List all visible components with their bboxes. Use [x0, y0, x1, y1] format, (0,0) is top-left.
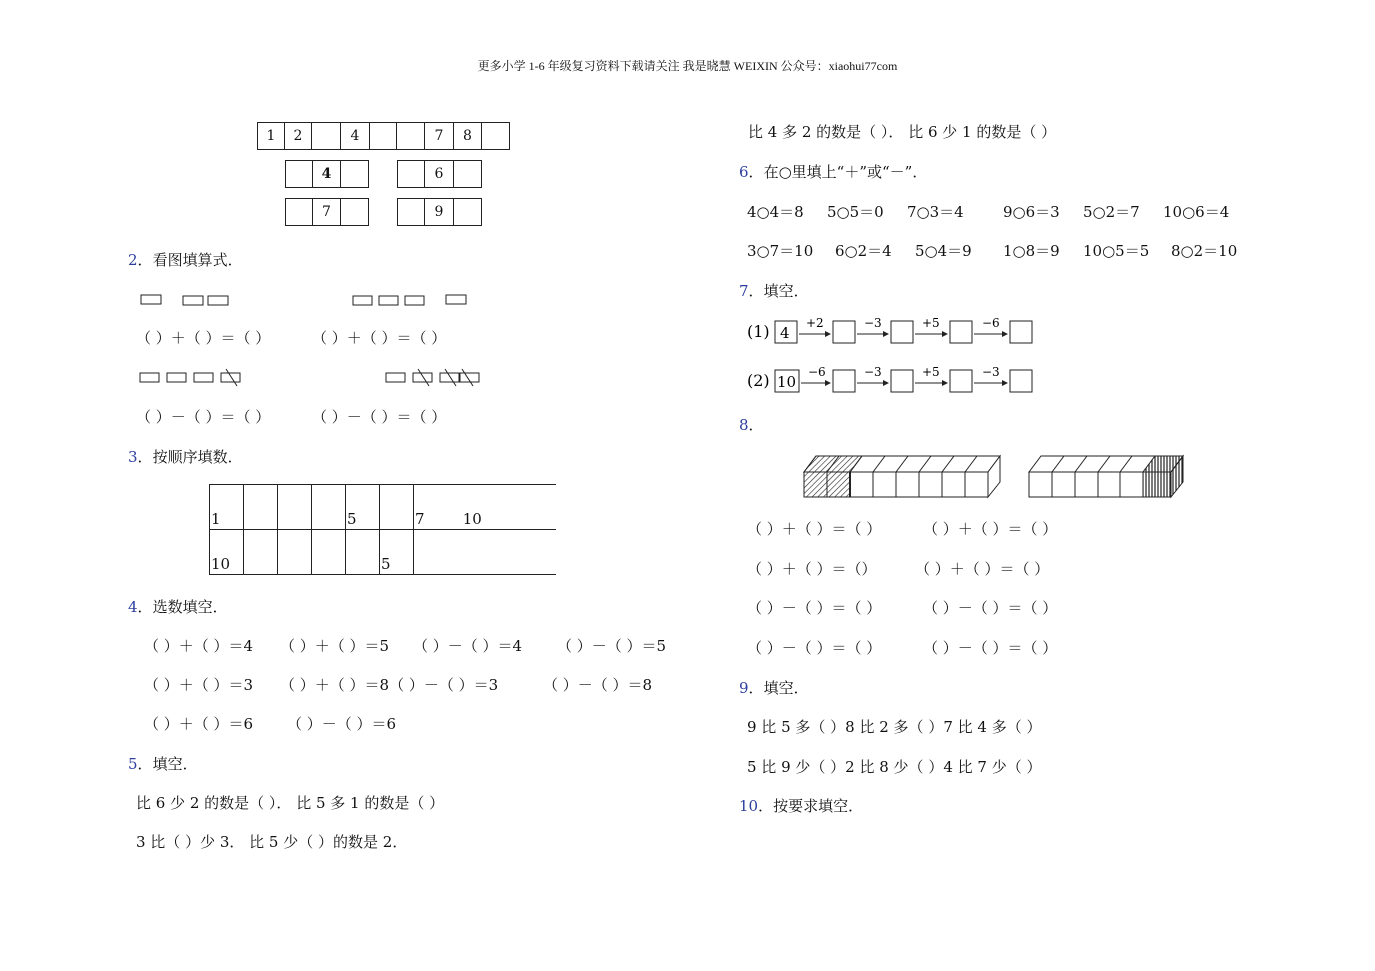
- chain-label: (2): [747, 371, 770, 390]
- equation-line: （ ）＋（ ）＝（ ）: [915, 560, 1050, 578]
- chain-op: −3: [982, 365, 1000, 379]
- question-number: 7: [739, 282, 749, 300]
- question-number: 8: [739, 416, 749, 434]
- chain-op: +5: [922, 316, 940, 330]
- answer-box: [833, 370, 855, 392]
- chain-op: −3: [864, 365, 882, 379]
- question-number: 4: [128, 598, 138, 616]
- equation-line: （ ）＋（ ）＝5: [280, 637, 390, 655]
- strip-cell: 8: [453, 122, 482, 150]
- chain-start: 10: [777, 373, 797, 391]
- question-number: 5: [128, 755, 138, 773]
- question-5-title: 5．填空．: [128, 755, 198, 773]
- sequence-cell: 7 10: [415, 510, 482, 528]
- equation-line: （ ）－（ ）＝（ ）: [923, 599, 1058, 617]
- answer-box: [833, 321, 855, 343]
- equation-line: 5○2＝7: [1083, 203, 1140, 221]
- box-cell: [397, 198, 425, 226]
- equation-line: 10○6＝4: [1163, 203, 1230, 221]
- answer-box: [1010, 370, 1032, 392]
- question-text: 填空．: [763, 679, 809, 697]
- question-2-title: 2．看图填算式．: [128, 251, 243, 269]
- equation-line: （ ）－（ ）＝（ ）: [747, 639, 882, 657]
- equation-line: （ ）－（ ）＝（ ）: [747, 599, 882, 617]
- question-9-title: 9．填空．: [739, 679, 809, 697]
- chain-op: −6: [982, 316, 1000, 330]
- equation-line: 5○4＝9: [915, 242, 972, 260]
- question-text: 按要求填空．: [773, 797, 864, 815]
- equation-line: （ ）－（ ）＝8: [543, 676, 653, 694]
- strip-cell: 7: [424, 122, 454, 150]
- crossed-rectangles-picture: [384, 368, 494, 388]
- equation-line: 7○3＝4: [907, 203, 964, 221]
- equation-line: （ ）－（ ）＝（ ）: [923, 639, 1058, 657]
- chain-op: −6: [808, 365, 826, 379]
- sequence-cell: 5: [347, 510, 357, 528]
- question-text: 填空．: [763, 282, 809, 300]
- fill-blank-line: 9 比 5 多（ ）8 比 2 多（ ）7 比 4 多（ ）: [747, 718, 1042, 736]
- arrow-chain-2: [744, 361, 1044, 401]
- sequence-cell: 10: [211, 555, 231, 573]
- sequence-cell: 1: [211, 510, 221, 528]
- strip-cell: 4: [340, 122, 370, 150]
- crossed-rectangles-picture: [138, 368, 248, 388]
- equation-line: 6○2＝4: [835, 242, 892, 260]
- question-8-title: 8．: [739, 416, 764, 434]
- box-cell: [453, 198, 482, 226]
- fill-blank-line: 3 比（ ）少 3． 比 5 少（ ）的数是 2．: [136, 833, 408, 851]
- question-text: 选数填空．: [152, 598, 228, 616]
- box-cell: [285, 160, 313, 188]
- box-cell: [397, 160, 425, 188]
- equation-line: （ ）＋（ ）＝3: [144, 676, 254, 694]
- box-cell: 4: [312, 160, 341, 188]
- equation-line: （ ）－（ ）＝5: [557, 637, 667, 655]
- equation-line: （ ）＋（ ）＝（ ）: [747, 520, 882, 538]
- equation-line: （ ）－（ ）＝6: [287, 715, 397, 733]
- chain-label: (1): [747, 322, 770, 341]
- question-number: 10: [739, 797, 759, 815]
- strip-cell: [369, 122, 397, 150]
- question-text: 看图填算式．: [152, 251, 243, 269]
- equation-line: （ ）＋（ ）＝（ ）: [136, 329, 271, 347]
- rectangles-picture: [352, 292, 472, 308]
- question-number: 2: [128, 251, 138, 269]
- answer-box: [950, 321, 972, 343]
- chain-op: −3: [864, 316, 882, 330]
- question-text: 在○里填上“＋”或“－”．: [763, 163, 928, 181]
- equation-line: 3○7＝10: [747, 242, 814, 260]
- strip-cell: 2: [284, 122, 312, 150]
- strip-cell: [481, 122, 510, 150]
- strip-cell: [396, 122, 425, 150]
- arrow-chain-1: [744, 312, 1044, 352]
- equation-line: （ ）－（ ）＝（ ）: [136, 408, 271, 426]
- equation-line: （ ）－（ ）＝（ ）: [312, 408, 447, 426]
- question-7-title: 7．填空．: [739, 282, 809, 300]
- question-6-title: 6．在○里填上“＋”或“－”．: [739, 163, 928, 181]
- strip-cell: 1: [257, 122, 285, 150]
- box-cell: [285, 198, 313, 226]
- equation-line: （ ）＋（ ）＝（ ）: [312, 329, 447, 347]
- equation-line: 4○4＝8: [747, 203, 804, 221]
- question-number: 3: [128, 448, 138, 466]
- box-cell: [340, 160, 369, 188]
- question-text: 填空．: [152, 755, 198, 773]
- equation-line: （ ）＋（ ）＝4: [144, 637, 254, 655]
- box-cell: 7: [312, 198, 341, 226]
- answer-box: [950, 370, 972, 392]
- page-header: 更多小学 1-6 年级复习资料下载请关注 我是晓慧 WEIXIN 公众号：xiaohui77com: [477, 59, 898, 73]
- box-cell: [340, 198, 369, 226]
- fill-blank-line: 5 比 9 少（ ）2 比 8 少（ ）4 比 7 少（ ）: [747, 758, 1042, 776]
- equation-line: 5○5＝0: [827, 203, 884, 221]
- cube-blocks-picture: [800, 452, 1190, 500]
- question-4-title: 4．选数填空．: [128, 598, 228, 616]
- equation-line: （ ）＋（ ）＝（）: [747, 560, 877, 578]
- answer-box: [891, 370, 913, 392]
- question-text: 按顺序填数．: [152, 448, 243, 466]
- answer-box: [891, 321, 913, 343]
- question-number: 6: [739, 163, 749, 181]
- equation-line: 9○6＝3: [1003, 203, 1060, 221]
- equation-line: 10○5＝5: [1083, 242, 1150, 260]
- box-cell: 6: [424, 160, 454, 188]
- question-3-title: 3．按顺序填数．: [128, 448, 243, 466]
- box-cell: 9: [424, 198, 454, 226]
- equation-line: （ ）－（ ）＝4: [413, 637, 523, 655]
- question-number: 9: [739, 679, 749, 697]
- box-cell: [453, 160, 482, 188]
- answer-box: [1010, 321, 1032, 343]
- chain-op: +5: [922, 365, 940, 379]
- sequence-table: [209, 484, 556, 575]
- strip-cell: [311, 122, 341, 150]
- equation-line: 1○8＝9: [1003, 242, 1060, 260]
- sequence-cell: 5: [381, 555, 391, 573]
- equation-line: 8○2＝10: [1171, 242, 1238, 260]
- chain-op: +2: [806, 316, 824, 330]
- equation-line: （ ）＋（ ）＝8（ ）－（ ）＝3: [280, 676, 499, 694]
- rectangles-picture: [140, 292, 240, 308]
- fill-blank-line: 比 4 多 2 的数是（ ）． 比 6 少 1 的数是（ ）: [748, 123, 1057, 141]
- chain-start: 4: [780, 324, 790, 342]
- equation-line: （ ）＋（ ）＝6: [144, 715, 254, 733]
- fill-blank-line: 比 6 少 2 的数是（ ）． 比 5 多 1 的数是（ ）: [136, 794, 445, 812]
- equation-line: （ ）＋（ ）＝（ ）: [923, 520, 1058, 538]
- question-10-title: 10．按要求填空．: [739, 797, 864, 815]
